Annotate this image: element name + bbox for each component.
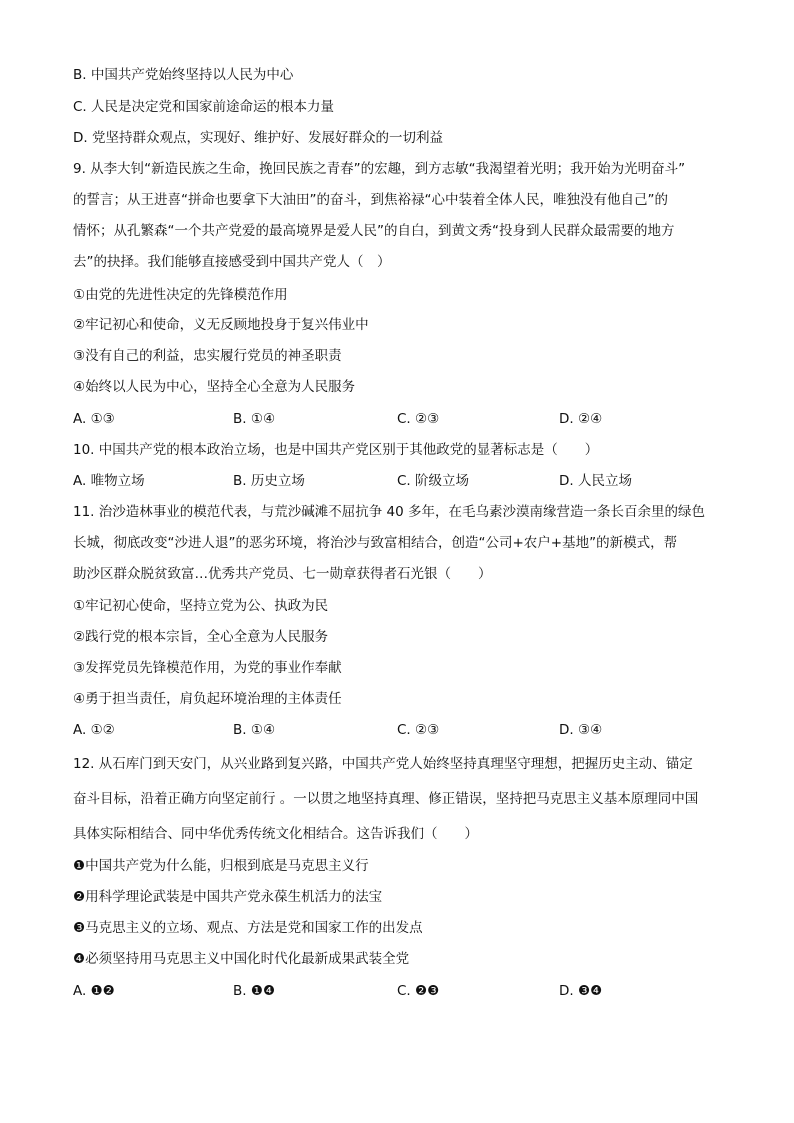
q11-option-b[interactable]: B. ①④	[233, 722, 276, 738]
q9-stem-line: 情怀；从孔繁森“一个共产党爱的最高境界是爱人民”的自白，到黄文秀“投身到人民群众最需要的地方	[73, 223, 675, 239]
q12-options	[73, 982, 753, 1000]
prev-option-d: D. 党坚持群众观点，实现好、维护好、发展好群众的一切利益	[73, 130, 443, 146]
q9-statement-1: ①由党的先进性决定的先锋模范作用	[73, 287, 288, 303]
q9-stem-line: 9. 从李大钊“新造民族之生命，挽回民族之青春”的宏趣，到方志敏“我渴望着光明；我开始为光明奋斗”	[73, 161, 686, 177]
q11-option-c[interactable]: C. ②③	[397, 722, 440, 738]
q12-stem-line: 具体实际相结合、同中华优秀传统文化相结合。这告诉我们（ ）	[73, 826, 478, 842]
q11-statement-3: ③发挥党员先锋模范作用，为党的事业作奉献	[73, 660, 342, 676]
q10-option-a[interactable]: A. 唯物立场	[73, 473, 145, 489]
q12-option-a[interactable]: A. ❶❷	[73, 983, 115, 999]
q11-statement-4: ④勇于担当责任，肩负起环境治理的主体责任	[73, 691, 342, 707]
q10-option-d[interactable]: D. 人民立场	[559, 473, 632, 489]
q9-statement-2: ②牢记初心和使命，义无反顾地投身于复兴伟业中	[73, 317, 369, 333]
q11-option-d[interactable]: D. ③④	[559, 722, 603, 738]
q12-stem-line: 奋斗目标，沿着正确方向坚定前行 。一以贯之地坚持真理、修正错误，坚持把马克思主义基本原理同中国	[73, 791, 699, 807]
q9-option-b[interactable]: B. ①④	[233, 411, 276, 427]
q12-option-b[interactable]: B. ❶❹	[233, 983, 276, 999]
q10-option-c[interactable]: C. 阶级立场	[397, 473, 470, 489]
q11-statement-2: ②践行党的根本宗旨，全心全意为人民服务	[73, 629, 329, 645]
q11-stem-line: 助沙区群众脱贫致富…优秀共产党员、七一勋章获得者石光银（ ）	[73, 566, 492, 582]
q12-stem-line: 12. 从石库门到天安门，从兴业路到复兴路，中国共产党人始终坚持真理坚守理想，把握历史主动、锚定	[73, 756, 693, 772]
q12-statement-2: ❷用科学理论武装是中国共产党永葆生机活力的法宝	[73, 889, 383, 905]
q9-statement-4: ④始终以人民为中心，坚持全心全意为人民服务	[73, 379, 356, 395]
q10-option-b[interactable]: B. 历史立场	[233, 473, 305, 489]
q9-options	[73, 410, 753, 428]
q9-stem-line: 的誓言；从王进喜“拼命也要拿下大油田”的奋斗，到焦裕禄“心中装着全体人民，唯独没有他自己”的	[73, 192, 668, 208]
q12-statement-4: ❹必须坚持用马克思主义中国化时代化最新成果武装全党	[73, 951, 410, 967]
q12-option-c[interactable]: C. ❷❸	[397, 983, 440, 999]
prev-option-c: C. 人民是决定党和国家前途命运的根本力量	[73, 99, 335, 115]
q10-stem-line: 10. 中国共产党的根本政治立场，也是中国共产党区别于其他政党的显著标志是（ ）	[73, 442, 599, 458]
q9-option-a[interactable]: A. ①③	[73, 411, 115, 427]
q9-option-c[interactable]: C. ②③	[397, 411, 440, 427]
q11-option-a[interactable]: A. ①②	[73, 722, 115, 738]
q11-stem-line: 长城，彻底改变“沙进人退”的恶劣环境，将治沙与致富相结合，创造“公司+农户+基地”的新模式，帮	[73, 535, 678, 551]
q11-statement-1: ①牢记初心使命，坚持立党为公、执政为民	[73, 598, 329, 614]
q12-option-d[interactable]: D. ❸❹	[559, 983, 603, 999]
q9-stem-line: 去”的抉择。我们能够直接感受到中国共产党人（ ）	[73, 254, 391, 270]
q12-statement-3: ❸马克思主义的立场、观点、方法是党和国家工作的出发点	[73, 920, 423, 936]
q11-stem-line: 11. 治沙造林事业的模范代表，与荒沙碱滩不屈抗争 40 多年，在毛乌素沙漠南缘营造一条长百余里的绿色	[73, 504, 706, 520]
q11-options	[73, 721, 753, 739]
q12-statement-1: ❶中国共产党为什么能，归根到底是马克思主义行	[73, 858, 369, 874]
q10-options	[73, 472, 753, 490]
q9-option-d[interactable]: D. ②④	[559, 411, 603, 427]
prev-option-b: B. 中国共产党始终坚持以人民为中心	[73, 67, 294, 83]
q9-statement-3: ③没有自己的利益，忠实履行党员的神圣职责	[73, 348, 342, 364]
